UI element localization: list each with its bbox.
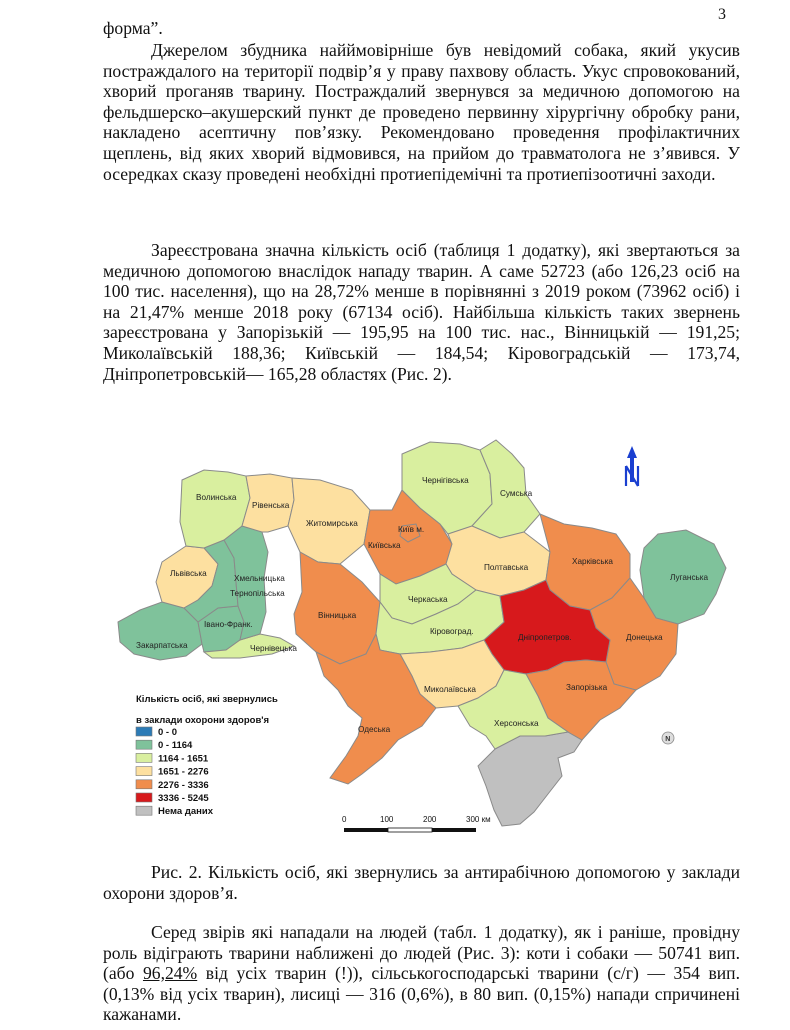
region-vinnytsia <box>294 552 380 664</box>
compass-badge-icon <box>662 732 674 744</box>
label-luhansk: Луганська <box>670 573 709 582</box>
label-dnipro: Дніпропетров. <box>518 633 572 642</box>
scale-label-200: 200 <box>423 815 437 824</box>
label-zhytomyr: Житомирська <box>306 519 358 528</box>
label-kyiv-city: Київ м. <box>398 525 425 534</box>
label-vinnytsia: Вінницька <box>318 611 357 620</box>
scale-bar <box>342 815 491 832</box>
scale-label-300: 300 км <box>466 815 491 824</box>
legend-label: Нема даних <box>158 806 214 818</box>
label-mykolaiv: Миколаївська <box>424 685 476 694</box>
page-number: 3 <box>718 6 726 23</box>
paragraph-animals-part1: Серед звірів які нападали на людей (табл. 1 додатку), як і раніше, провідну роль відіграють тварини наближені до людей (Рис. 3): коти і собаки — 50741 вип. (або <box>103 922 740 984</box>
paragraph-animals-underlined: 96,24% <box>142 963 198 984</box>
label-cherkasy: Черкаська <box>408 595 448 604</box>
legend-label: 1651 - 2276 <box>158 766 209 778</box>
scale-label-100: 100 <box>380 815 394 824</box>
legend-label: 3336 - 5245 <box>158 793 209 804</box>
label-kyiv: Київська <box>368 541 401 550</box>
label-donetsk: Донецька <box>626 633 663 642</box>
legend-swatch <box>136 740 152 749</box>
legend-swatch <box>136 793 152 802</box>
label-odesa: Одеська <box>358 725 391 734</box>
legend-label: 0 - 1164 <box>158 740 193 752</box>
map-legend <box>136 694 278 817</box>
label-zaporizhzhia: Запорізька <box>566 683 608 692</box>
figure-caption: Рис. 2. Кількість осіб, які звернулись за антирабічною допомогою у заклади охорони здоров’я. <box>103 862 740 903</box>
legend-swatch <box>136 780 152 789</box>
label-chernihiv: Чернігівська <box>422 476 469 485</box>
label-rivne: Рівенська <box>252 501 290 510</box>
legend-title-line2: в заклади охорони здоров'я <box>136 715 270 726</box>
legend-swatch <box>136 767 152 776</box>
legend-swatch <box>136 753 152 762</box>
label-zakarpattia: Закарпатська <box>136 641 188 650</box>
legend-title-line1: Кількість осіб, які звернулись <box>136 694 278 705</box>
label-chernivtsi: Чернівецька <box>250 644 297 653</box>
legend-swatch <box>136 806 152 815</box>
legend-swatch <box>136 727 152 736</box>
paragraph-statistics: Зареєстрована значна кількість осіб (таблиця 1 додатку), які звертаються за медичною допомогою внаслідок нападу тварин. А саме 52723 (або 126,23 осіб на 100 тис. населення), що на 28,72% менше в порівнянні з 2019 роком (73962 осіб) і на 21,47% менше 2018 року (67134 осіб). Найбільша кількість таких звернень зареєстрована у Запорізькій — 195,95 на 100 тис. нас., Вінницькій — 191,25; Миколаївській 188,36; Київській — 184,54; Кіровоградській — 173,74, Дніпропетровській— 165,28 областях (Рис. 2). <box>103 240 740 384</box>
north-arrow-icon <box>626 446 638 486</box>
label-ivano: Івано-Франк. <box>204 620 253 629</box>
paragraph-intro-end: форма”. <box>103 18 163 38</box>
scale-label-0: 0 <box>342 815 347 824</box>
paragraph-case-description: Джерелом збудника найймовірніше був невідомий собака, який укусив постраждалого на території подвір’я у праву пахвову область. Укус спровокований, хворий проганяв тварину. Постраждалий звернувся за медичною допомогою на фельдшерско–акушерский пункт де проведено первинну хірургічну обробку рани, накладено асептичну пов’язку. Рекомендовано проведення профілактичних щеплень, від яких хворий відмовився, на прийом до травматолога не з’явився. У осередках сказу проведені необхідні протиепідемічні та протиепізоотичні заходи. <box>103 40 740 184</box>
svg-text:N: N <box>665 736 671 743</box>
legend-label: 2276 - 3336 <box>158 779 209 791</box>
ukraine-choropleth-map <box>100 414 760 838</box>
label-khmelnytskyi: Хмельницька <box>234 574 285 583</box>
legend-label: 1164 - 1651 <box>158 753 209 765</box>
label-volyn: Волинська <box>196 493 237 502</box>
label-poltava: Полтавська <box>484 563 529 572</box>
label-kherson: Херсонська <box>494 719 539 728</box>
label-ternopil: Тернопільська <box>230 589 285 598</box>
paragraph-animals <box>103 922 740 1025</box>
label-kirovohrad: Кіровоград. <box>430 627 474 636</box>
label-sumy: Сумська <box>500 489 533 498</box>
paragraph-animals-part2: від усіх тварин (!)), сільськогосподарські тварини (с/г) — 354 вип. (0,13% від усіх тварин), лисиці — 316 (0,6%), в 80 вип. (0,15%) напади спричинені кажанами. <box>103 963 740 1025</box>
legend-label: 0 - 0 <box>158 727 178 738</box>
label-lviv: Львівська <box>170 569 207 578</box>
label-kharkiv: Харківська <box>572 557 613 566</box>
